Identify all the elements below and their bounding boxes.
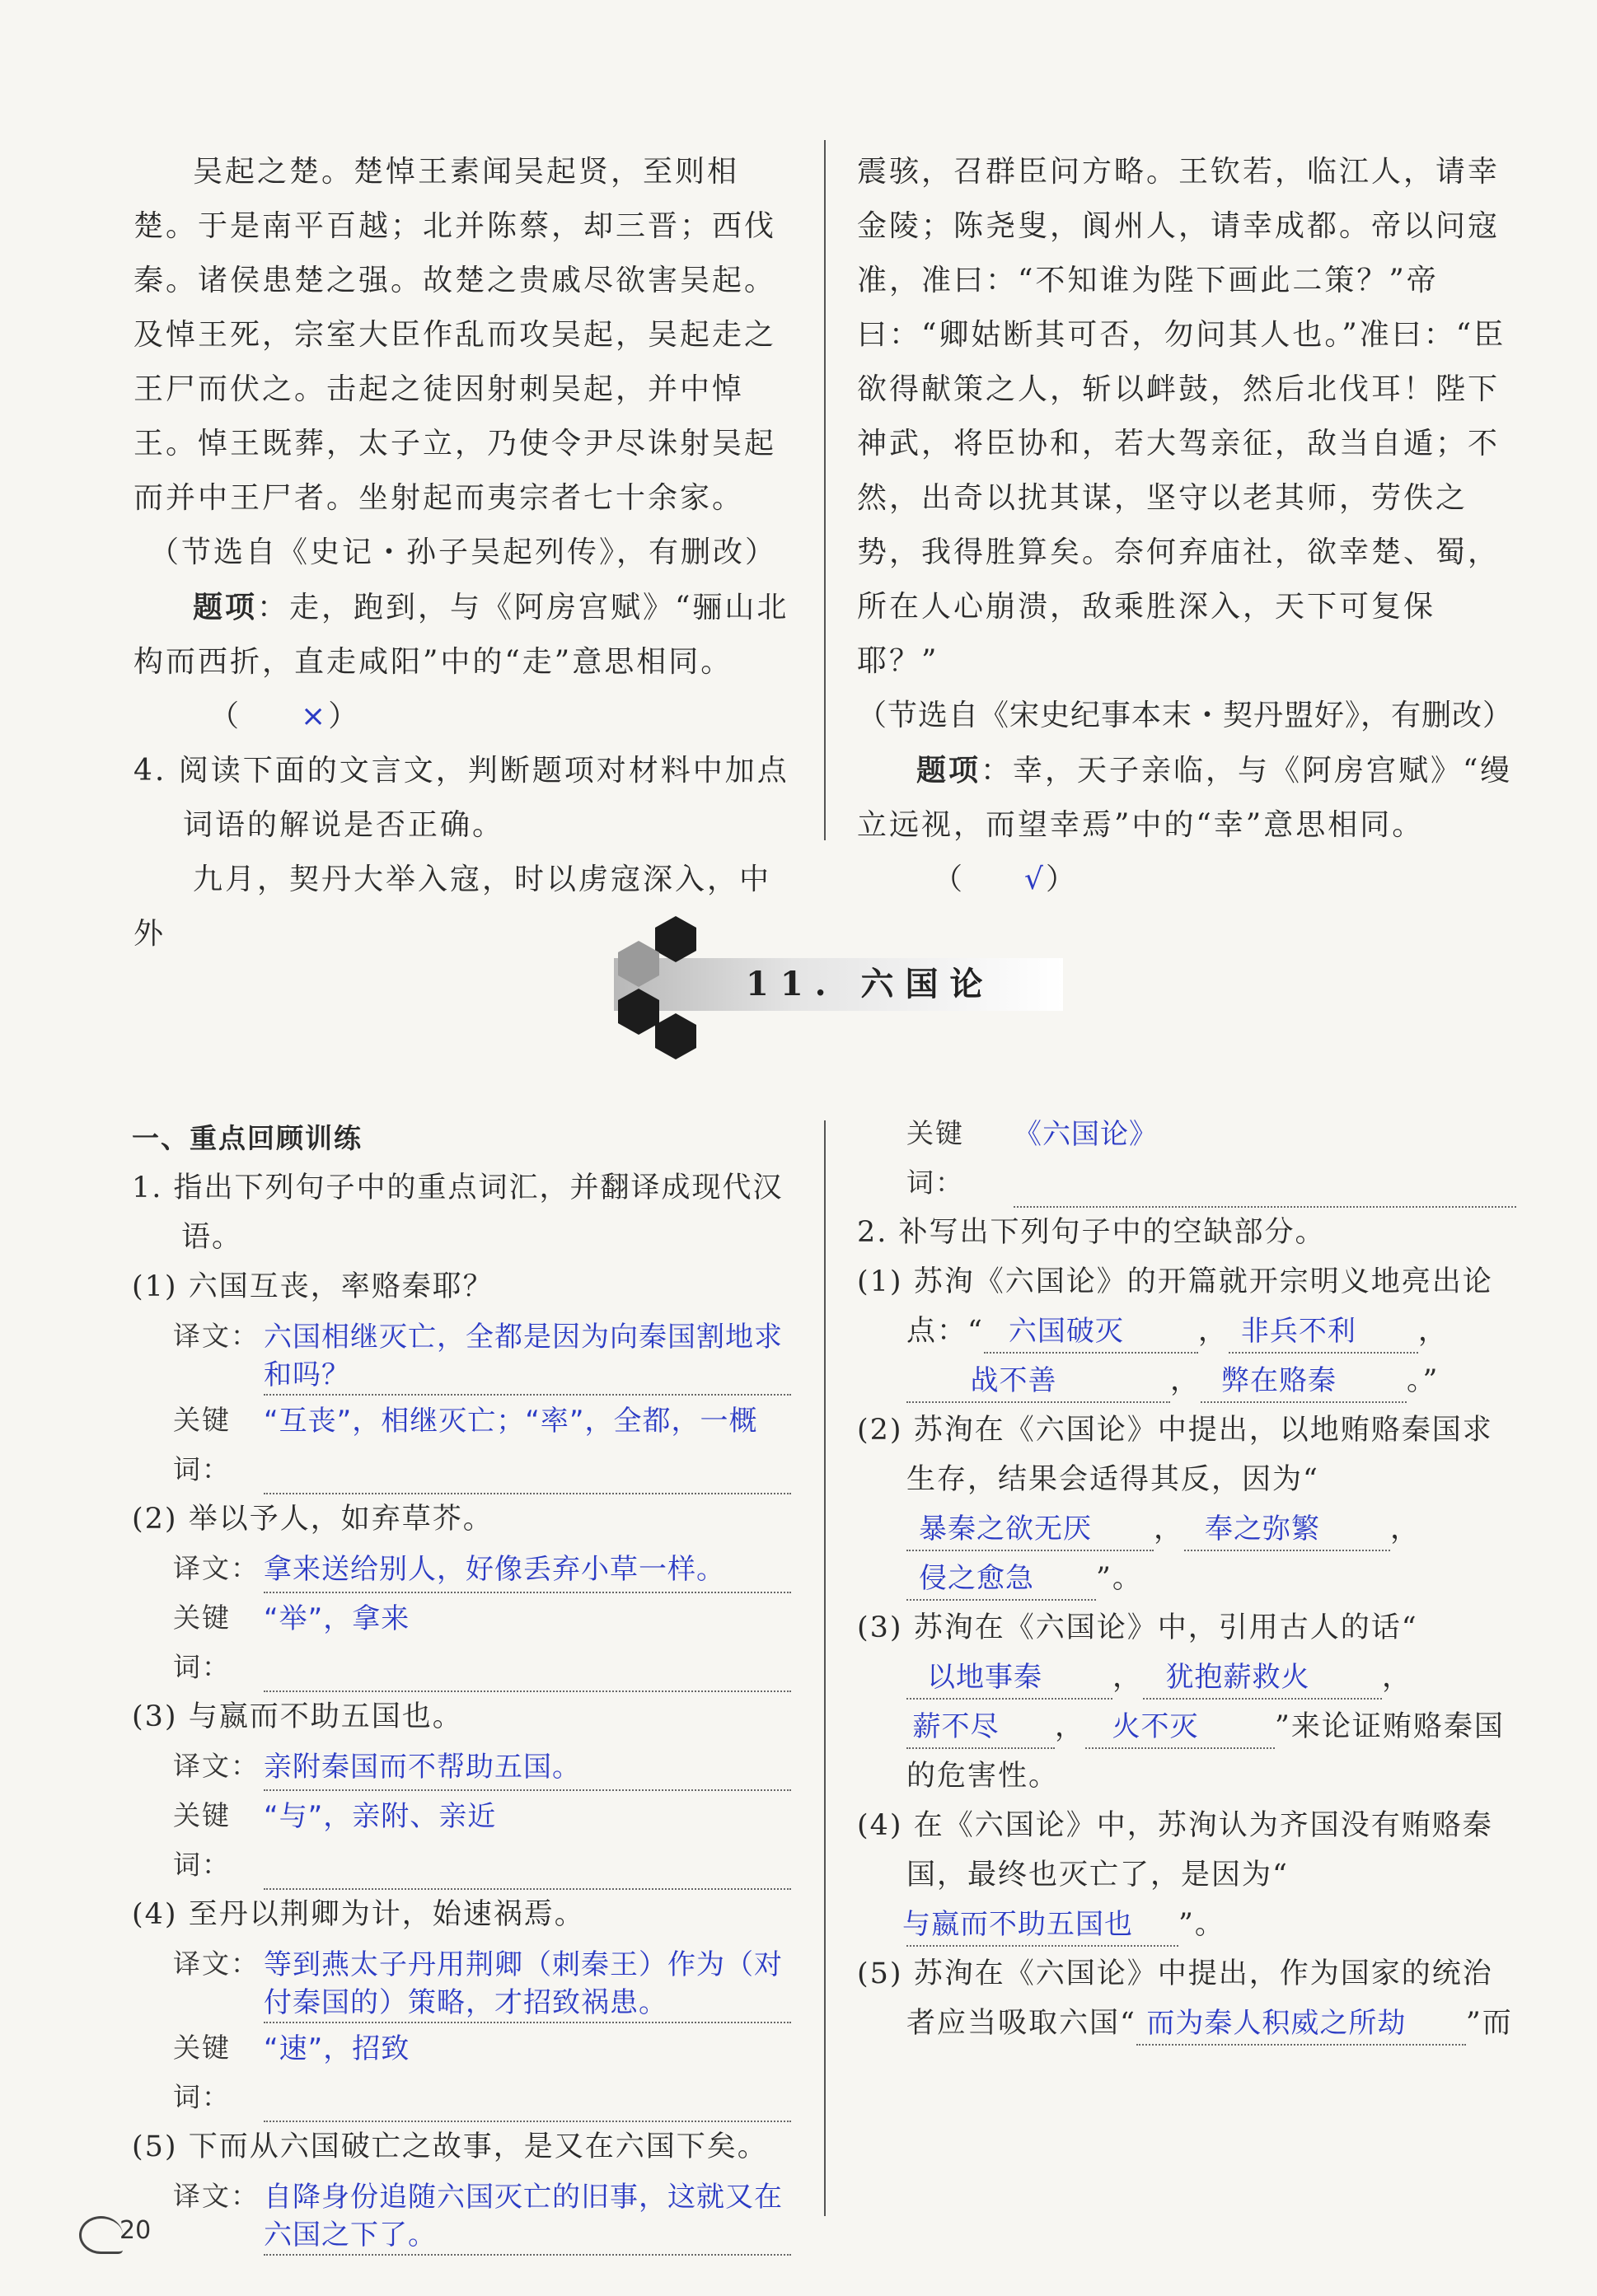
page-number-ornament — [79, 2216, 123, 2254]
translation-row — [173, 2172, 791, 2256]
sentence-1: (1) 六国互丧，率赂秦耶？ — [132, 1270, 494, 1303]
item-label: 题项 — [193, 590, 258, 624]
fill-blank: 以地事秦 — [906, 1657, 1112, 1700]
keyword-answer: “与”，亲附、亲近 — [264, 1791, 791, 1890]
fill-blank: 火不灭 — [1085, 1706, 1275, 1749]
fill-blank: 六国破灭 — [984, 1311, 1198, 1354]
answer-parens: （ √） — [873, 853, 1078, 907]
translation-answer: 自降身份追随六国灭亡的旧事，这就又在六国之下了。 — [264, 2172, 791, 2256]
passage-qidan-start: 九月，契丹大举入寇，时以虏寇深入，中外 — [133, 863, 772, 951]
column-divider — [824, 1120, 826, 2216]
fill-end: ”而 — [1465, 2007, 1513, 2040]
section-title: 11. 六国论 — [746, 965, 995, 1003]
answer-mark: √ — [1024, 863, 1046, 896]
translation-label: 译文： — [173, 1552, 260, 1584]
keyword-row — [173, 1593, 791, 1692]
bottom-left-column — [132, 1114, 791, 2256]
translation-label: 译文： — [173, 1320, 260, 1352]
fill-blank: 侵之愈急 — [906, 1558, 1096, 1601]
keyword-label: 关键词： — [173, 1602, 231, 1683]
fill-end: 。” — [1407, 1364, 1440, 1397]
translation-label: 译文： — [173, 1750, 260, 1782]
fill-sentence-5 — [857, 1949, 1516, 2048]
sentence-5: (5) 下而从六国破亡之故事，是又在六国下矣。 — [132, 2130, 768, 2163]
question-4: 4. 阅读下面的文言文，判断题项对材料中加点词语的解说是否正确。 — [133, 754, 789, 842]
keyword-row — [173, 1396, 791, 1494]
keyword-answer: 《六国论》 — [1014, 1109, 1516, 1208]
bottom-right-column — [857, 1109, 1516, 2048]
translation-answer: 等到燕太子丹用荆卿（刺秦王）作为（对付秦国的）策略，才招致祸患。 — [264, 1939, 791, 2023]
fill-blank: 弊在赂秦 — [1201, 1360, 1407, 1403]
sentence-4: (4) 至丹以荆卿为计，始速祸焉。 — [132, 1898, 585, 1931]
translation-answer: 六国相继灭亡，全都是因为向秦国割地求和吗？ — [264, 1312, 791, 1396]
fill-blank: 奉之弥繁 — [1184, 1508, 1390, 1551]
keyword-row — [906, 1109, 1516, 1208]
passage-source: （节选自《宋史纪事本末・契丹盟好》，有删改） — [857, 699, 1514, 732]
fill-blank: 薪不尽 — [906, 1706, 1055, 1749]
translation-row — [173, 1939, 791, 2023]
answer-mark: × — [301, 699, 329, 733]
keyword-row — [173, 1791, 791, 1890]
keyword-row — [173, 2023, 791, 2122]
fill-prompt: (3) 苏洵在《六国论》中，引用古人的话“ — [857, 1611, 1418, 1644]
question-1: 1. 指出下列句子中的重点词汇，并翻译成现代汉语。 — [132, 1171, 784, 1254]
keyword-label: 关键词： — [173, 2032, 231, 2113]
section-heading: 一、重点回顾训练 — [132, 1122, 363, 1154]
keyword-answer: “互丧”，相继灭亡；“率”，全都，一概 — [264, 1396, 791, 1494]
hexagon-decoration — [655, 1013, 696, 1059]
top-left-column — [133, 145, 793, 961]
keyword-label: 关键词： — [906, 1117, 964, 1199]
fill-blank: 暴秦之欲无厌 — [906, 1508, 1154, 1551]
fill-end: ”来论证贿赂秦国的危害性。 — [906, 1710, 1505, 1793]
fill-blank: 战不善 — [906, 1360, 1170, 1403]
sentence-3: (3) 与嬴而不助五国也。 — [132, 1700, 463, 1733]
item-label: 题项 — [916, 753, 981, 788]
passage-source: （节选自《史记・孙子吴起列传》，有删改） — [148, 535, 777, 569]
fill-sentence-4 — [857, 1801, 1516, 1949]
fill-prompt: (1) 苏洵《六国论》的开篇就开宗明义地亮出论点：“ — [857, 1265, 1493, 1348]
item-statement — [133, 580, 793, 744]
translation-row — [173, 1312, 791, 1396]
passage-qidan: 震骇，召群臣问方略。王钦若，临江人，请幸金陵；陈尧叟，阆州人，请幸成都。帝以问寇准，准曰：“不知谁为陛下画此二策？”帝曰：“卿姑断其可否，勿问其人也。”准曰：“臣欲得献策之人，斩以衅鼓，然后北伐耳！陛下神武，将臣协和，若大驾亲征，敌当自遁；不然，出奇以扰其谋，坚守以老其师，劳佚之势，我得胜算矣。奈何弃庙社，欲幸楚、蜀，所在人心崩溃，敌乘胜深入，天下可复保耶？” — [857, 155, 1506, 678]
answer-parens: （ ×） — [150, 690, 360, 744]
translation-row — [173, 1544, 791, 1593]
fill-sentence-3: (3) 苏洵在《六国论》中，引用古人的话“以地事秦 ， 犹抱薪救火 ，薪不尽 ， 火不灭 ”来论证贿赂秦国的危害性。 — [857, 1611, 1505, 1793]
item-statement — [857, 743, 1516, 907]
question-2: 2. 补写出下列句子中的空缺部分。 — [857, 1216, 1326, 1249]
top-right-column — [857, 145, 1516, 907]
keyword-answer: “举”，拿来 — [264, 1593, 791, 1692]
item-text: ：走，跑到，与《阿房宫赋》“骊山北构而西折，直走咸阳”中的“走”意思相同。 — [133, 591, 789, 679]
translation-label: 译文： — [173, 1948, 260, 1980]
passage-wu-qi: 吴起之楚。楚悼王素闻吴起贤，至则相楚。于是南平百越；北并陈蔡，却三晋；西伐秦。诸侯患楚之强。故楚之贵戚尽欲害吴起。及悼王死，宗室大臣作乱而攻吴起，吴起走之王尸而伏之。击起之徒因射刺吴起，并中悼王。悼王既葬，太子立，乃使令尹尽诛射吴起而并中王尸者。坐射起而夷宗者七十余家。 — [133, 155, 777, 515]
translation-label: 译文： — [173, 2180, 260, 2212]
fill-blank: 犹抱薪救火 — [1143, 1657, 1382, 1700]
sentence-2: (2) 举以予人，如弃草芥。 — [132, 1503, 494, 1536]
column-divider — [824, 140, 826, 840]
fill-blank: 与嬴而不助五国也 — [906, 1904, 1178, 1947]
page-number: 20 — [119, 2216, 152, 2245]
translation-answer: 拿来送给别人，好像丢弃小草一样。 — [264, 1544, 791, 1593]
translation-answer: 亲附秦国而不帮助五国。 — [264, 1742, 791, 1791]
fill-end: ”。 — [1096, 1562, 1143, 1595]
keyword-label: 关键词： — [173, 1799, 231, 1881]
fill-end: ”。 — [1178, 1908, 1225, 1941]
fill-blank: 而为秦人积威之所劫 — [1136, 2003, 1466, 2046]
translation-row — [173, 1742, 791, 1791]
fill-prompt: (4) 在《六国论》中，苏洵认为齐国没有贿赂秦国，最终也灭亡了，是因为“ — [857, 1809, 1493, 1892]
fill-sentence-1: (1) 苏洵《六国论》的开篇就开宗明义地亮出论点：“ 六国破灭 ， 非兵不利 ，战不善 ， 弊在赂秦 。” — [857, 1257, 1516, 1405]
fill-prompt: (5) 苏洵在《六国论》中提出，作为国家的统治者应当吸取六国“ — [857, 1957, 1493, 2040]
fill-prompt: (2) 苏洵在《六国论》中提出，以地贿赂秦国求生存，结果会适得其反，因为“ — [857, 1414, 1493, 1496]
keyword-label: 关键词： — [173, 1404, 231, 1485]
fill-blank: 非兵不利 — [1229, 1311, 1418, 1354]
item-text: ：幸，天子亲临，与《阿房宫赋》“缦立远视，而望幸焉”中的“幸”意思相同。 — [857, 754, 1513, 842]
keyword-answer: “速”，招致 — [264, 2023, 791, 2122]
fill-sentence-2: (2) 苏洵在《六国论》中提出，以地贿赂秦国求生存，结果会适得其反，因为“暴秦之欲无厌 ， 奉之弥繁 ，侵之愈急 ”。 — [857, 1405, 1516, 1603]
